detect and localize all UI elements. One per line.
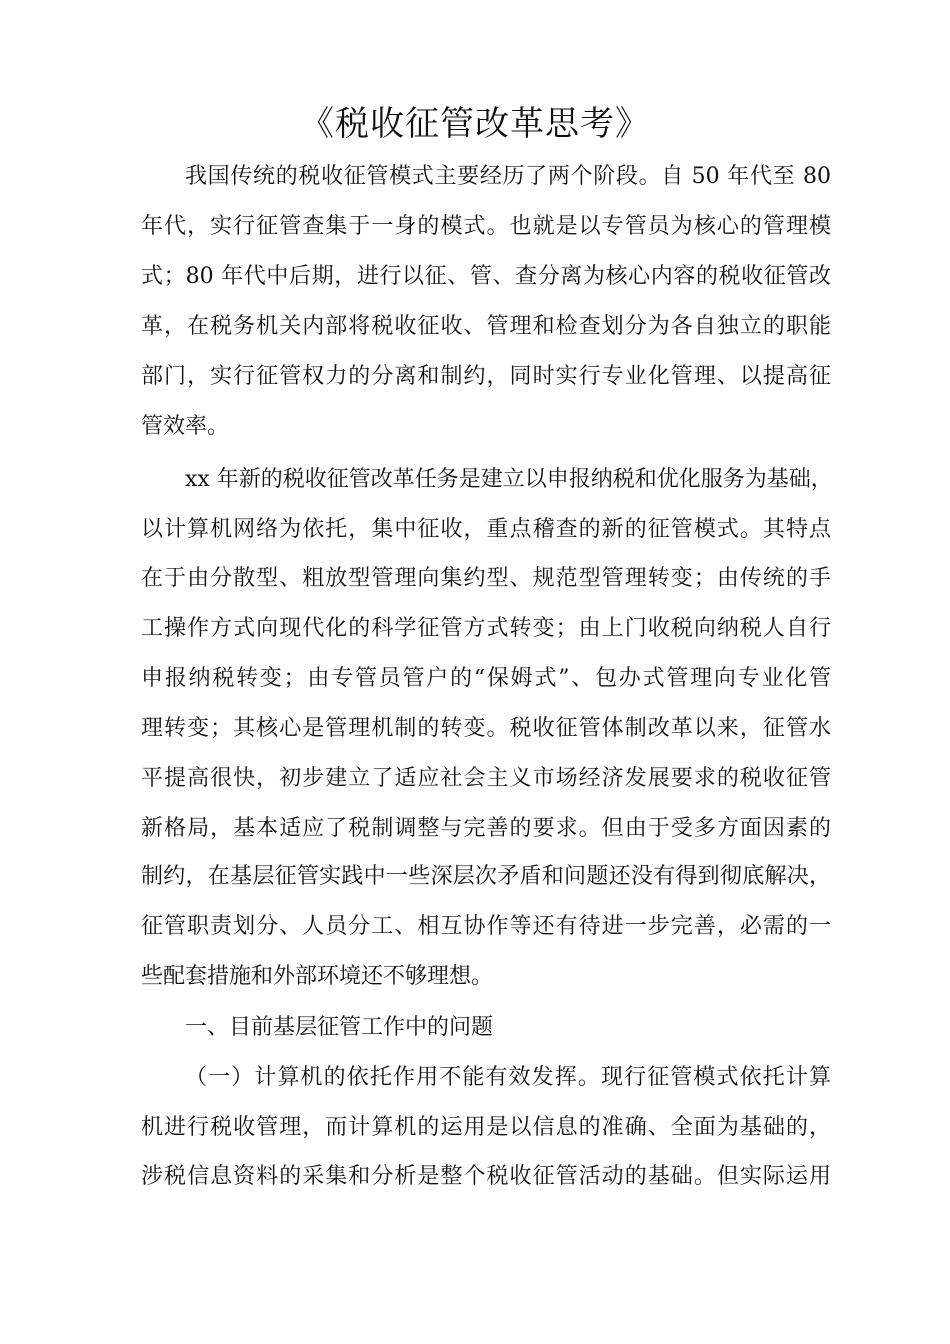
- paragraph-line: 制约，在基层征管实践中一些深层次矛盾和问题还没有得到彻底解决，: [141, 864, 831, 889]
- paragraph-line: （一）计算机的依托作用不能有效发挥。现行征管模式依托计算: [185, 1065, 831, 1090]
- paragraph-line: 些配套措施和外部环境还不够理想。: [141, 964, 494, 989]
- paragraph-line: 新格局，基本适应了税制调整与完善的要求。但由于受多方面因素的: [141, 816, 831, 841]
- paragraph-line: 在于由分散型、粗放型管理向集约型、规范型管理转变；由传统的手: [141, 566, 831, 591]
- paragraph-line: 部门，实行征管权力的分离和制约，同时实行专业化管理、以提高征: [141, 364, 831, 389]
- paragraph-line: 机进行税收管理，而计算机的运用是以信息的准确、全面为基础的，: [141, 1115, 831, 1140]
- document-title: 《税收征管改革思考》: [300, 104, 650, 144]
- paragraph-line: 工操作方式向现代化的科学征管方式转变；由上门收税向纳税人自行: [141, 616, 831, 641]
- paragraph-line: 年代，实行征管查集于一身的模式。也就是以专管员为核心的管理模: [141, 214, 831, 239]
- section-heading: 一、目前基层征管工作中的问题: [185, 1015, 494, 1040]
- paragraph-line: 以计算机网络为依托，集中征收，重点稽查的新的征管模式。其特点: [141, 517, 831, 542]
- paragraph-line: 革，在税务机关内部将税收征收、管理和检查划分为各自独立的职能: [141, 314, 831, 339]
- paragraph-line: 平提高很快，初步建立了适应社会主义市场经济发展要求的税收征管: [141, 766, 831, 791]
- paragraph-line: 征管职责划分、人员分工、相互协作等还有待进一步完善，必需的一: [141, 914, 831, 939]
- paragraph-line: 式；80 年代中后期，进行以征、管、查分离为核心内容的税收征管改: [141, 264, 831, 289]
- paragraph-line: xx 年新的税收征管改革任务是建立以申报纳税和优化服务为基础，: [185, 467, 833, 492]
- paragraph-line: 申报纳税转变；由专管员管户的“保姆式”、包办式管理向专业化管: [141, 666, 831, 691]
- paragraph-line: 理转变；其核心是管理机制的转变。税收征管体制改革以来，征管水: [141, 716, 831, 741]
- paragraph-line: 管效率。: [141, 414, 230, 439]
- paragraph-line: 我国传统的税收征管模式主要经历了两个阶段。自 50 年代至 80: [185, 164, 831, 189]
- paragraph-line: 涉税信息资料的采集和分析是整个税收征管活动的基础。但实际运用: [141, 1164, 831, 1189]
